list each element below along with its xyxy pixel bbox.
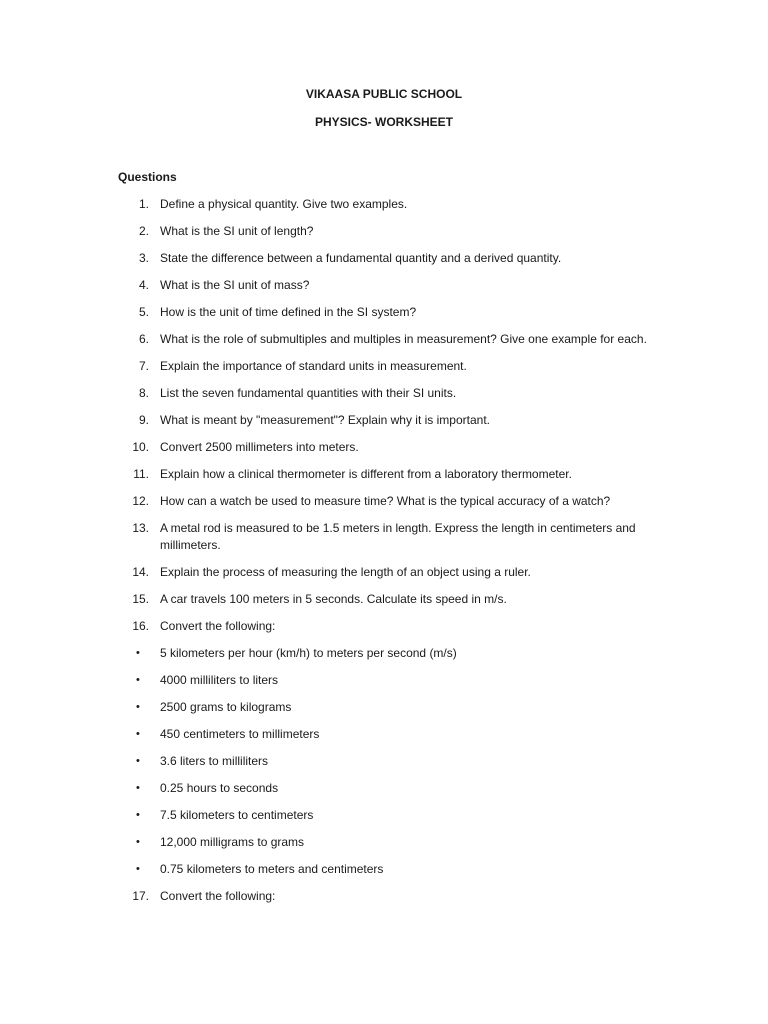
question-number: 10. (132, 440, 149, 454)
question-number: 3. (138, 251, 149, 265)
question-text: Convert the following: (160, 889, 276, 903)
question-number: 14. (132, 565, 149, 579)
bullet-item (0, 672, 768, 689)
question-number: 4. (138, 278, 149, 292)
bullet-text: 3.6 liters to milliliters (160, 754, 269, 768)
question-number: 5. (138, 305, 149, 319)
bullet-text: 12,000 milligrams to grams (160, 835, 305, 849)
question-number: 1. (138, 197, 149, 211)
question-item (0, 277, 768, 294)
question-text: What is meant by "measurement"? Explain why it is important. (160, 413, 490, 427)
question-number: 6. (138, 332, 149, 346)
question-list (0, 196, 768, 915)
bullet-text: 0.25 hours to seconds (160, 781, 279, 795)
question-item (0, 493, 768, 510)
question-text: Explain the importance of standard units in measurement. (160, 359, 467, 373)
bullet-text: 4000 milliliters to liters (160, 673, 279, 687)
school-name: VIKAASA PUBLIC SCHOOL (305, 87, 463, 101)
question-item (0, 466, 768, 483)
question-item (0, 888, 768, 905)
bullet-marker: • (136, 782, 140, 794)
bullet-item (0, 726, 768, 743)
bullet-item (0, 699, 768, 716)
question-item (0, 331, 768, 348)
section-heading: Questions (118, 170, 177, 184)
question-number: 12. (132, 494, 149, 508)
question-text: What is the role of submultiples and multiples in measurement? Give one example for each. (160, 332, 647, 346)
bullet-marker: • (136, 755, 140, 767)
bullet-marker: • (136, 728, 140, 740)
bullet-item (0, 780, 768, 797)
question-text: How is the unit of time defined in the SI system? (160, 305, 417, 319)
bullet-marker: • (136, 809, 140, 821)
bullet-marker: • (136, 863, 140, 875)
question-number: 15. (132, 592, 149, 606)
bullet-text: 2500 grams to kilograms (160, 700, 292, 714)
question-text: What is the SI unit of mass? (160, 278, 310, 292)
question-item (0, 564, 768, 581)
question-text: A car travels 100 meters in 5 seconds. Calculate its speed in m/s. (160, 592, 507, 606)
bullet-item (0, 861, 768, 878)
bullet-item (0, 645, 768, 662)
bullet-text: 5 kilometers per hour (km/h) to meters per second (m/s) (160, 646, 457, 660)
question-text: State the difference between a fundamental quantity and a derived quantity. (160, 251, 562, 265)
question-item (0, 250, 768, 267)
question-text: What is the SI unit of length? (160, 224, 314, 238)
question-number: 7. (138, 359, 149, 373)
question-number: 17. (132, 889, 149, 903)
question-item (0, 591, 768, 608)
question-number: 8. (138, 386, 149, 400)
question-number: 9. (138, 413, 149, 427)
question-item (0, 223, 768, 240)
question-number: 16. (132, 619, 149, 633)
question-item (0, 385, 768, 402)
question-text: Define a physical quantity. Give two examples. (160, 197, 408, 211)
bullet-text: 0.75 kilometers to meters and centimeters (160, 862, 384, 876)
question-item (0, 304, 768, 321)
question-text: Convert 2500 millimeters into meters. (160, 440, 359, 454)
question-text: List the seven fundamental quantities with their SI units. (160, 386, 457, 400)
bullet-item (0, 753, 768, 770)
bullet-text: 7.5 kilometers to centimeters (160, 808, 314, 822)
bullet-marker: • (136, 836, 140, 848)
bullet-marker: • (136, 647, 140, 659)
question-item (0, 520, 768, 554)
question-text: Explain the process of measuring the length of an object using a ruler. (160, 565, 531, 579)
question-item (0, 618, 768, 635)
question-item (0, 439, 768, 456)
question-text: Convert the following: (160, 619, 276, 633)
bullet-marker: • (136, 701, 140, 713)
question-item (0, 412, 768, 429)
bullet-item (0, 807, 768, 824)
bullet-marker: • (136, 674, 140, 686)
question-text: Explain how a clinical thermometer is different from a laboratory thermometer. (160, 467, 572, 481)
question-text: How can a watch be used to measure time? What is the typical accuracy of a watch? (160, 494, 611, 508)
bullet-item (0, 834, 768, 851)
question-number: 11. (133, 467, 149, 481)
question-item (0, 358, 768, 375)
bullet-text: 450 centimeters to millimeters (160, 727, 320, 741)
question-item (0, 196, 768, 213)
question-number: 2. (138, 224, 149, 238)
page-title: PHYSICS- WORKSHEET (314, 115, 453, 129)
question-text: A metal rod is measured to be 1.5 meters in length. Express the length in centimeters and millimeters. (160, 521, 636, 552)
question-number: 13. (132, 521, 149, 535)
